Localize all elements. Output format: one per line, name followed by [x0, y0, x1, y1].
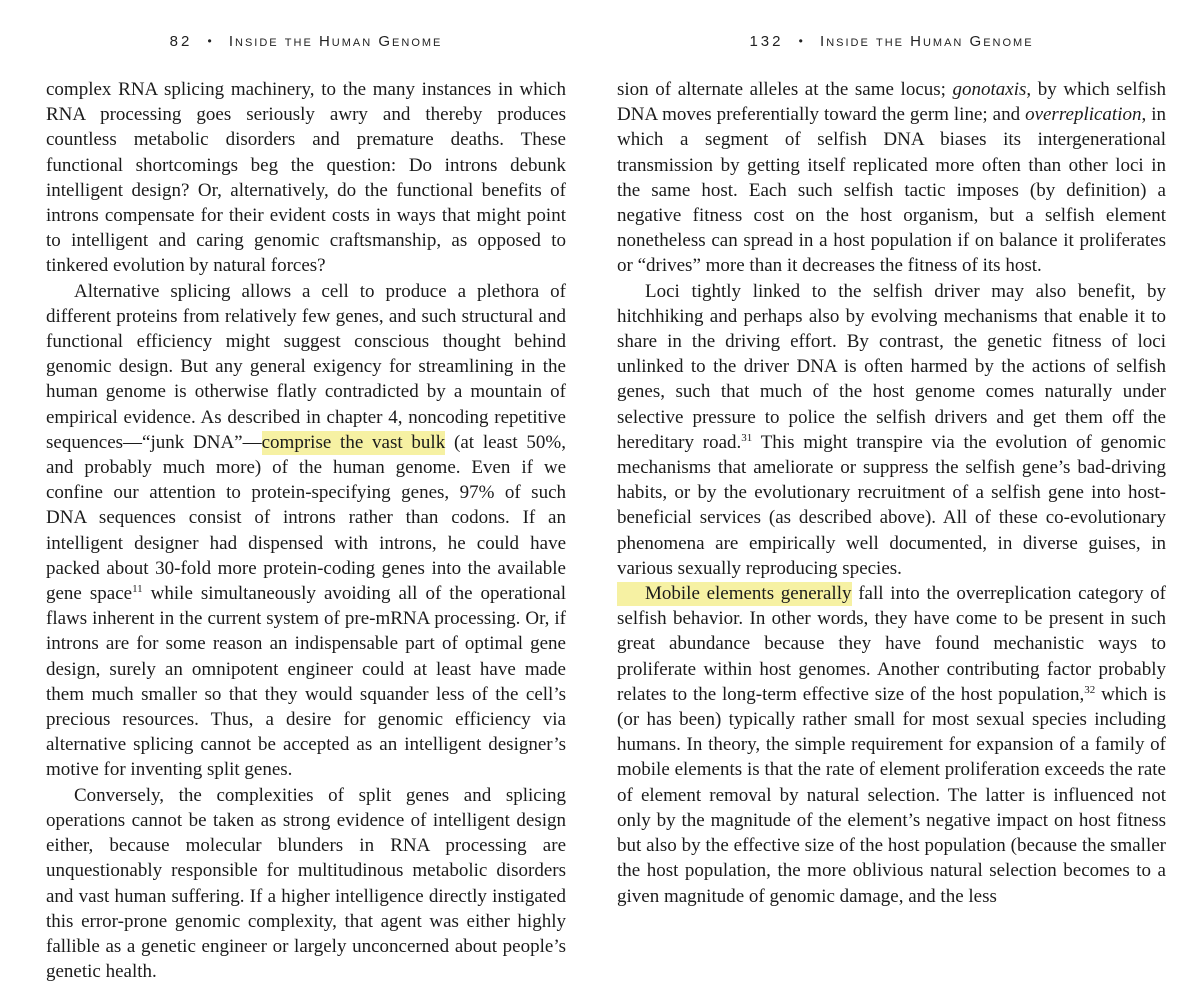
- paragraph: [46, 279, 566, 783]
- italic-term: overreplication: [1025, 104, 1142, 126]
- highlighted-phrase[interactable]: Mobile elements generally: [617, 582, 852, 606]
- footnote-reference: 32: [1084, 683, 1096, 696]
- text-run: , in which a segment of selfish DNA biases its intergenerational transmission by getting itself replicated more often than other loci in the same host. Each such selfish tactic imposes (by definition) a negative fitness cost on the host organism, but a selfish element nonetheless can spread in a host population if on balance it proliferates or “drives” more than it decreases the fitness of its host.: [617, 104, 1167, 277]
- running-header: [46, 33, 566, 50]
- text-run: which is (or has been) typically rather small for most sexual species including humans. In theory, the simple requirement for expansion of a family of mobile elements is that the rate of element proliferation exceeds the rate of element removal by natural selection. The latter is influenced not only by the magnitude of the element’s negative impact on host fitness but also by the effective size of the host population (because the smaller the host population, the more oblivious natural selection becomes to a given magnitude of genomic damage, and the less: [617, 683, 1166, 907]
- italic-term: gonotaxis: [952, 79, 1027, 100]
- paragraph: [46, 77, 566, 279]
- text-run: fall into the overreplication category of selfish behavior. In other words, they have come to be present in such great abundance because they have found mechanistic ways to proliferate within host genomes. Another contributing factor probably relates to the long-term effective size of the host population,: [617, 583, 1166, 705]
- text-run: This might transpire via the evolution of genomic mechanisms that ameliorate or suppress the selfish gene’s bad-driving habits, or by the evolutionary recruitment of a selfish gene into host-beneficial services (as described above). All of these co-evolutionary phenomena are empirically well documented, in diverse guises, in various sexually reproducing species.: [617, 431, 1166, 579]
- footnote-reference: 31: [741, 431, 753, 444]
- bullet-separator-icon: •: [798, 34, 805, 48]
- page-number: 132: [749, 33, 784, 50]
- paragraph: [617, 581, 1166, 909]
- text-run: Conversely, the complexities of split genes and splicing operations cannot be taken as strong evidence of intelligent design either, because molecular blunders in RNA processing are unquestionably responsible for multitudinous metabolic disorders and vast human suffering. If a higher intelligence directly instigated this error-prone genomic complexity, that agent was either highly fallible as a genetic engineer or largely unconcerned about people’s genetic health.: [46, 784, 566, 983]
- text-run: complex RNA splicing machinery, to the many instances in which RNA processing goes seriously awry and thereby produces countless metabolic disorders and premature deaths. These functional shortcomings beg the question: Do introns debunk intelligent design? Or, alternatively, do the functional benefits of introns compensate for their evident costs in ways that might point to intelligent and caring genomic craftsmanship, as opposed to tinkered evolution by natural forces?: [46, 79, 566, 277]
- text-run: sion of alternate alleles at the same locus;: [617, 79, 953, 100]
- text-run: Loci tightly linked to the selfish driver may also benefit, by hitchhiking and perhaps also by evolving mechanisms that enable it to share in the driving effort. By contrast, the genetic fitness of loci unlinked to the driver DNA is often harmed by the actions of selfish genes, such that much of the host genome comes naturally under selective pressure to police the selfish drivers and get them off the hereditary road.: [617, 280, 1166, 453]
- paragraph: [46, 783, 566, 985]
- bullet-separator-icon: •: [207, 34, 214, 48]
- paragraph: [617, 77, 1166, 279]
- text-run: (at least 50%, and probably much more) of the human genome. Even if we confine our attention to protein-specifying genes, 97% of such DNA sequences consist of introns rather than codons. If an intelligent designer had dispensed with introns, he could have packed about 30-fold more protein-coding genes into the available gene space: [46, 431, 566, 605]
- page-body: [617, 77, 1166, 909]
- page-body: [46, 77, 566, 984]
- text-run: , by which selfish DNA moves preferentially toward the germ line; and: [617, 79, 1166, 126]
- paragraph: [617, 279, 1166, 581]
- highlighted-phrase[interactable]: comprise the vast bulk: [261, 431, 446, 453]
- book-page-132: [617, 0, 1166, 909]
- running-title: Inside the Human Genome: [820, 33, 1034, 50]
- page-number: 82: [169, 33, 193, 50]
- running-header: [617, 33, 1166, 50]
- footnote-reference: 11: [132, 583, 143, 596]
- text-run: while simultaneously avoiding all of the operational flaws inherent in the current system of pre-mRNA processing. Or, if introns are for some reason an indispensable part of optimal gene design, surely an omnipotent engineer could at least have made them much smaller so that they would squander less of the cell’s precious resources. Thus, a desire for genomic efficiency via alternative splicing cannot be accepted as an intelligent designer’s motive for inventing split genes.: [46, 583, 566, 781]
- text-run: Alternative splicing allows a cell to produce a plethora of different proteins from relatively few genes, and such structural and functional efficiency might suggest conscious thought behind genomic design. But any general exigency for streamlining in the human genome is otherwise flatly contradicted by a mountain of empirical evidence. As described in chapter 4, noncoding repetitive sequences—“junk DNA”—: [46, 280, 566, 453]
- book-page-82: [46, 0, 566, 984]
- running-title: Inside the Human Genome: [228, 33, 443, 50]
